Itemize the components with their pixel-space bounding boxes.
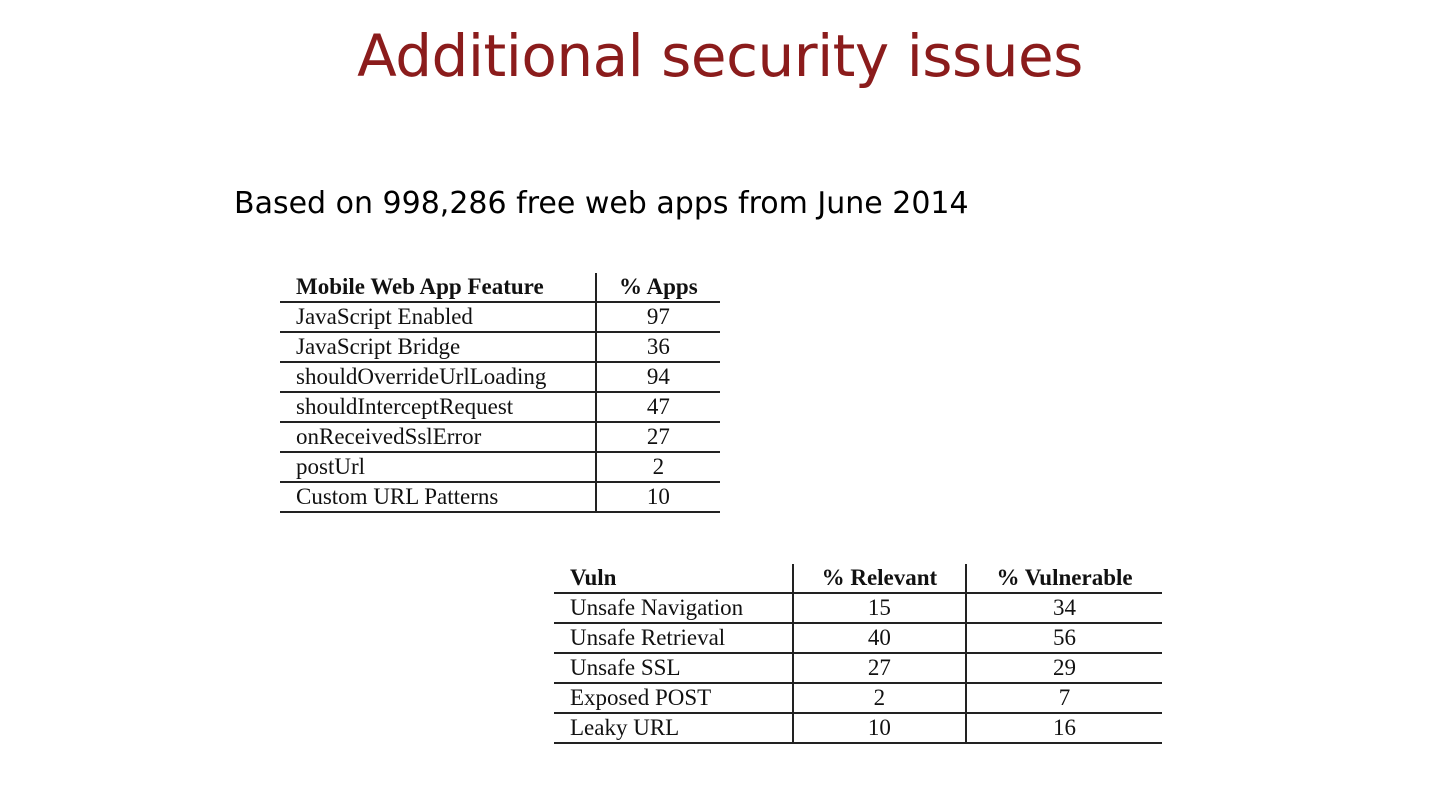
vuln-relevant: 2 (793, 683, 966, 713)
vuln-vulnerable: 56 (966, 623, 1162, 653)
vuln-name: Unsafe Retrieval (554, 623, 793, 653)
feature-percent: 36 (596, 332, 720, 362)
feature-name: JavaScript Enabled (280, 302, 596, 332)
vuln-relevant: 15 (793, 593, 966, 623)
vuln-vulnerable: 29 (966, 653, 1162, 683)
feature-name: shouldOverrideUrlLoading (280, 362, 596, 392)
feature-name: JavaScript Bridge (280, 332, 596, 362)
feature-name: onReceivedSslError (280, 422, 596, 452)
vuln-name: Leaky URL (554, 713, 793, 743)
vulnerability-table (554, 564, 1162, 744)
column-header-vuln: Vuln (554, 564, 793, 593)
vuln-vulnerable: 7 (966, 683, 1162, 713)
column-header-percent-relevant: % Relevant (793, 564, 966, 593)
table-row (554, 623, 1162, 653)
table-row (554, 593, 1162, 623)
table-header-row (280, 273, 720, 302)
features-table (280, 273, 720, 513)
table-row (280, 422, 720, 452)
feature-percent: 97 (596, 302, 720, 332)
feature-percent: 10 (596, 482, 720, 512)
vuln-vulnerable: 16 (966, 713, 1162, 743)
column-header-percent-apps: % Apps (596, 273, 720, 302)
feature-percent: 94 (596, 362, 720, 392)
vuln-relevant: 40 (793, 623, 966, 653)
table-row (554, 683, 1162, 713)
feature-percent: 2 (596, 452, 720, 482)
table-header-row (554, 564, 1162, 593)
slide-subtitle: Based on 998,286 free web apps from June 2014 (234, 186, 969, 221)
vuln-name: Unsafe SSL (554, 653, 793, 683)
table-row (280, 362, 720, 392)
column-header-percent-vulnerable: % Vulnerable (966, 564, 1162, 593)
vuln-name: Exposed POST (554, 683, 793, 713)
feature-name: postUrl (280, 452, 596, 482)
feature-percent: 27 (596, 422, 720, 452)
table-row (280, 392, 720, 422)
table-row (280, 452, 720, 482)
vuln-vulnerable: 34 (966, 593, 1162, 623)
table-row (554, 713, 1162, 743)
vuln-relevant: 27 (793, 653, 966, 683)
vuln-relevant: 10 (793, 713, 966, 743)
table-row (280, 332, 720, 362)
feature-name: shouldInterceptRequest (280, 392, 596, 422)
feature-percent: 47 (596, 392, 720, 422)
feature-name: Custom URL Patterns (280, 482, 596, 512)
vuln-name: Unsafe Navigation (554, 593, 793, 623)
column-header-feature: Mobile Web App Feature (280, 273, 596, 302)
table-row (554, 653, 1162, 683)
table-row (280, 482, 720, 512)
slide-title: Additional security issues (357, 22, 1083, 90)
table-row (280, 302, 720, 332)
